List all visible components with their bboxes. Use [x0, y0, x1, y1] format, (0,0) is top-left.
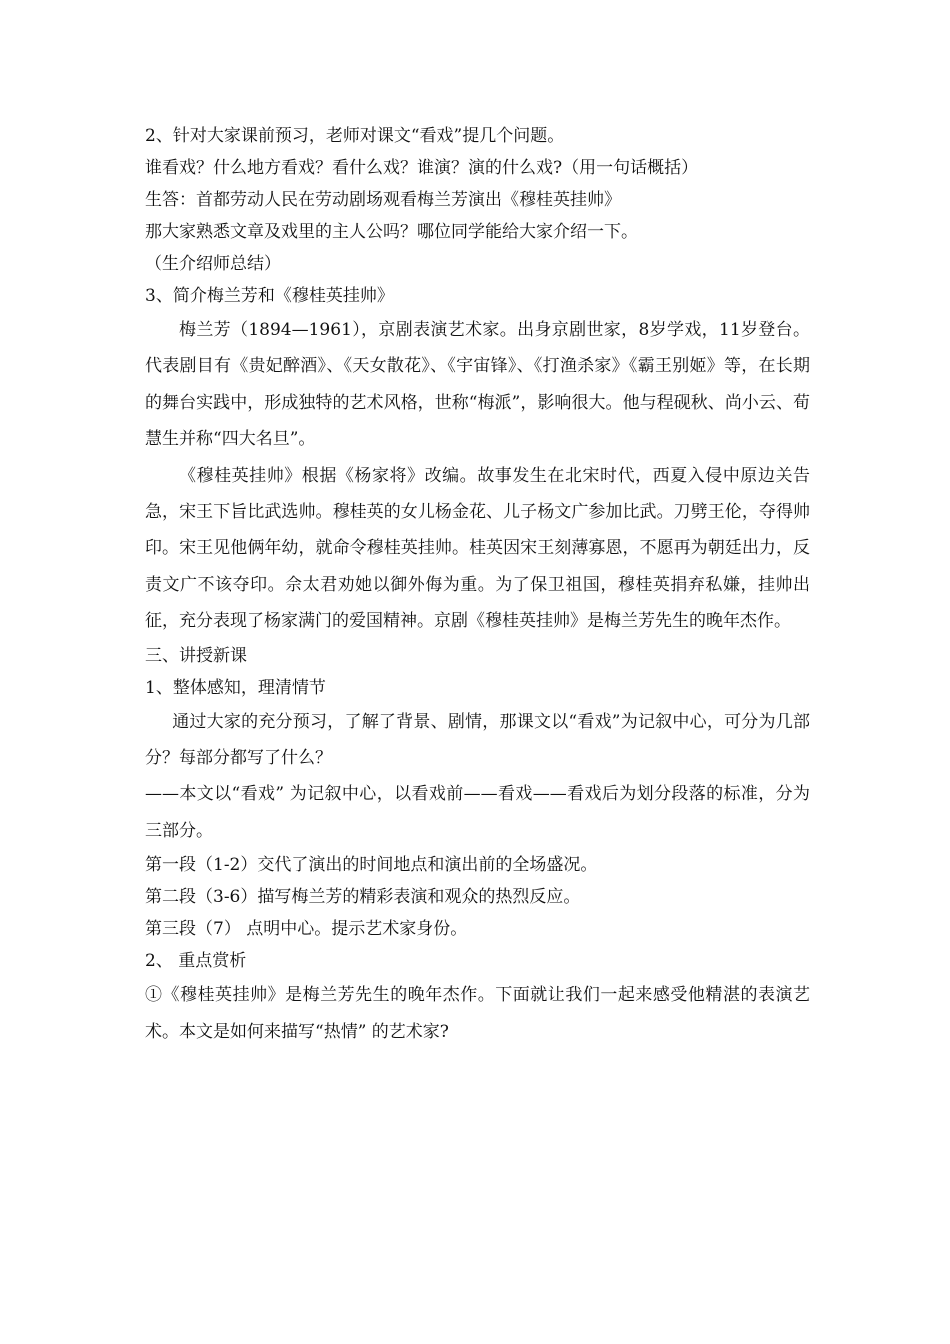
text-line: 谁看戏？什么地方看戏？看什么戏？谁演？演的什么戏?（用一句话概括）: [145, 158, 699, 178]
document-body: [145, 120, 810, 1050]
paragraph-mei-lanfang: 梅兰芳（1894—1961），京剧表演艺术家。出身京剧世家，8岁学戏，11岁登台。代表剧目有《贵妃醉酒》、《天女散花》、《宇宙锋》、《打渔杀家》《霸王别姬》等，在长期的舞台实践中，形成独特的艺术风格，世称“梅派”，影响很大。他与程砚秋、尚小云、荀慧生并称“四大名旦”。: [145, 320, 810, 450]
text-line: 3、简介梅兰芳和《穆桂英挂帅》: [145, 286, 394, 306]
subsection-heading: 1、整体感知，理清情节: [145, 677, 326, 698]
text-line: （生介绍师总结）: [145, 254, 281, 274]
paragraph-analysis: ①《穆桂英挂帅》是梅兰芳先生的晚年杰作。下面就让我们一起来感受他精湛的表演艺术。本文是如何来描写“热情” 的艺术家?: [145, 985, 810, 1042]
section-heading: 三、讲授新课: [145, 645, 247, 666]
text-line: 那大家熟悉文章及戏里的主人公吗？哪位同学能给大家介绍一下。: [145, 222, 638, 242]
paragraph-question: 通过大家的充分预习，了解了背景、剧情，那课文以“看戏”为记叙中心，可分为几部分？每部分都写了什么？: [145, 711, 810, 769]
segment-line: 第二段（3-6）描写梅兰芳的精彩表演和观众的热烈反应。: [145, 887, 581, 908]
paragraph-answer: ——本文以“看戏” 为记叙中心，以看戏前——看戏——看戏后为划分段落的标准，分为三部分。: [145, 784, 810, 841]
segment-line: 第三段（7） 点明中心。提示艺术家身份。: [145, 919, 468, 940]
paragraph-mu-guiying: 《穆桂英挂帅》根据《杨家将》改编。故事发生在北宋时代，西夏入侵中原边关告急，宋王下旨比武选帅。穆桂英的女儿杨金花、儿子杨文广参加比武。刀劈王伦，夺得帅印。宋王见他俩年幼，就命令穆桂英挂帅。桂英因宋王刻薄寡恩，不愿再为朝廷出力，反责文广不该夺印。佘太君劝她以御外侮为重。为了保卫祖国，穆桂英捐弃私嫌，挂帅出征，充分表现了杨家满门的爱国精神。京剧《穆桂英挂帅》是梅兰芳先生的晚年杰作。: [145, 465, 810, 632]
subsection-heading: 2、 重点赏析: [145, 951, 247, 972]
text-line: 生答：首都劳动人民在劳动剧场观看梅兰芳演出《穆桂英挂帅》: [145, 190, 621, 210]
text-line: 2、针对大家课前预习，老师对课文“看戏”提几个问题。: [145, 126, 565, 146]
segment-line: 第一段（1-2）交代了演出的时间地点和演出前的全场盛况。: [145, 855, 598, 876]
